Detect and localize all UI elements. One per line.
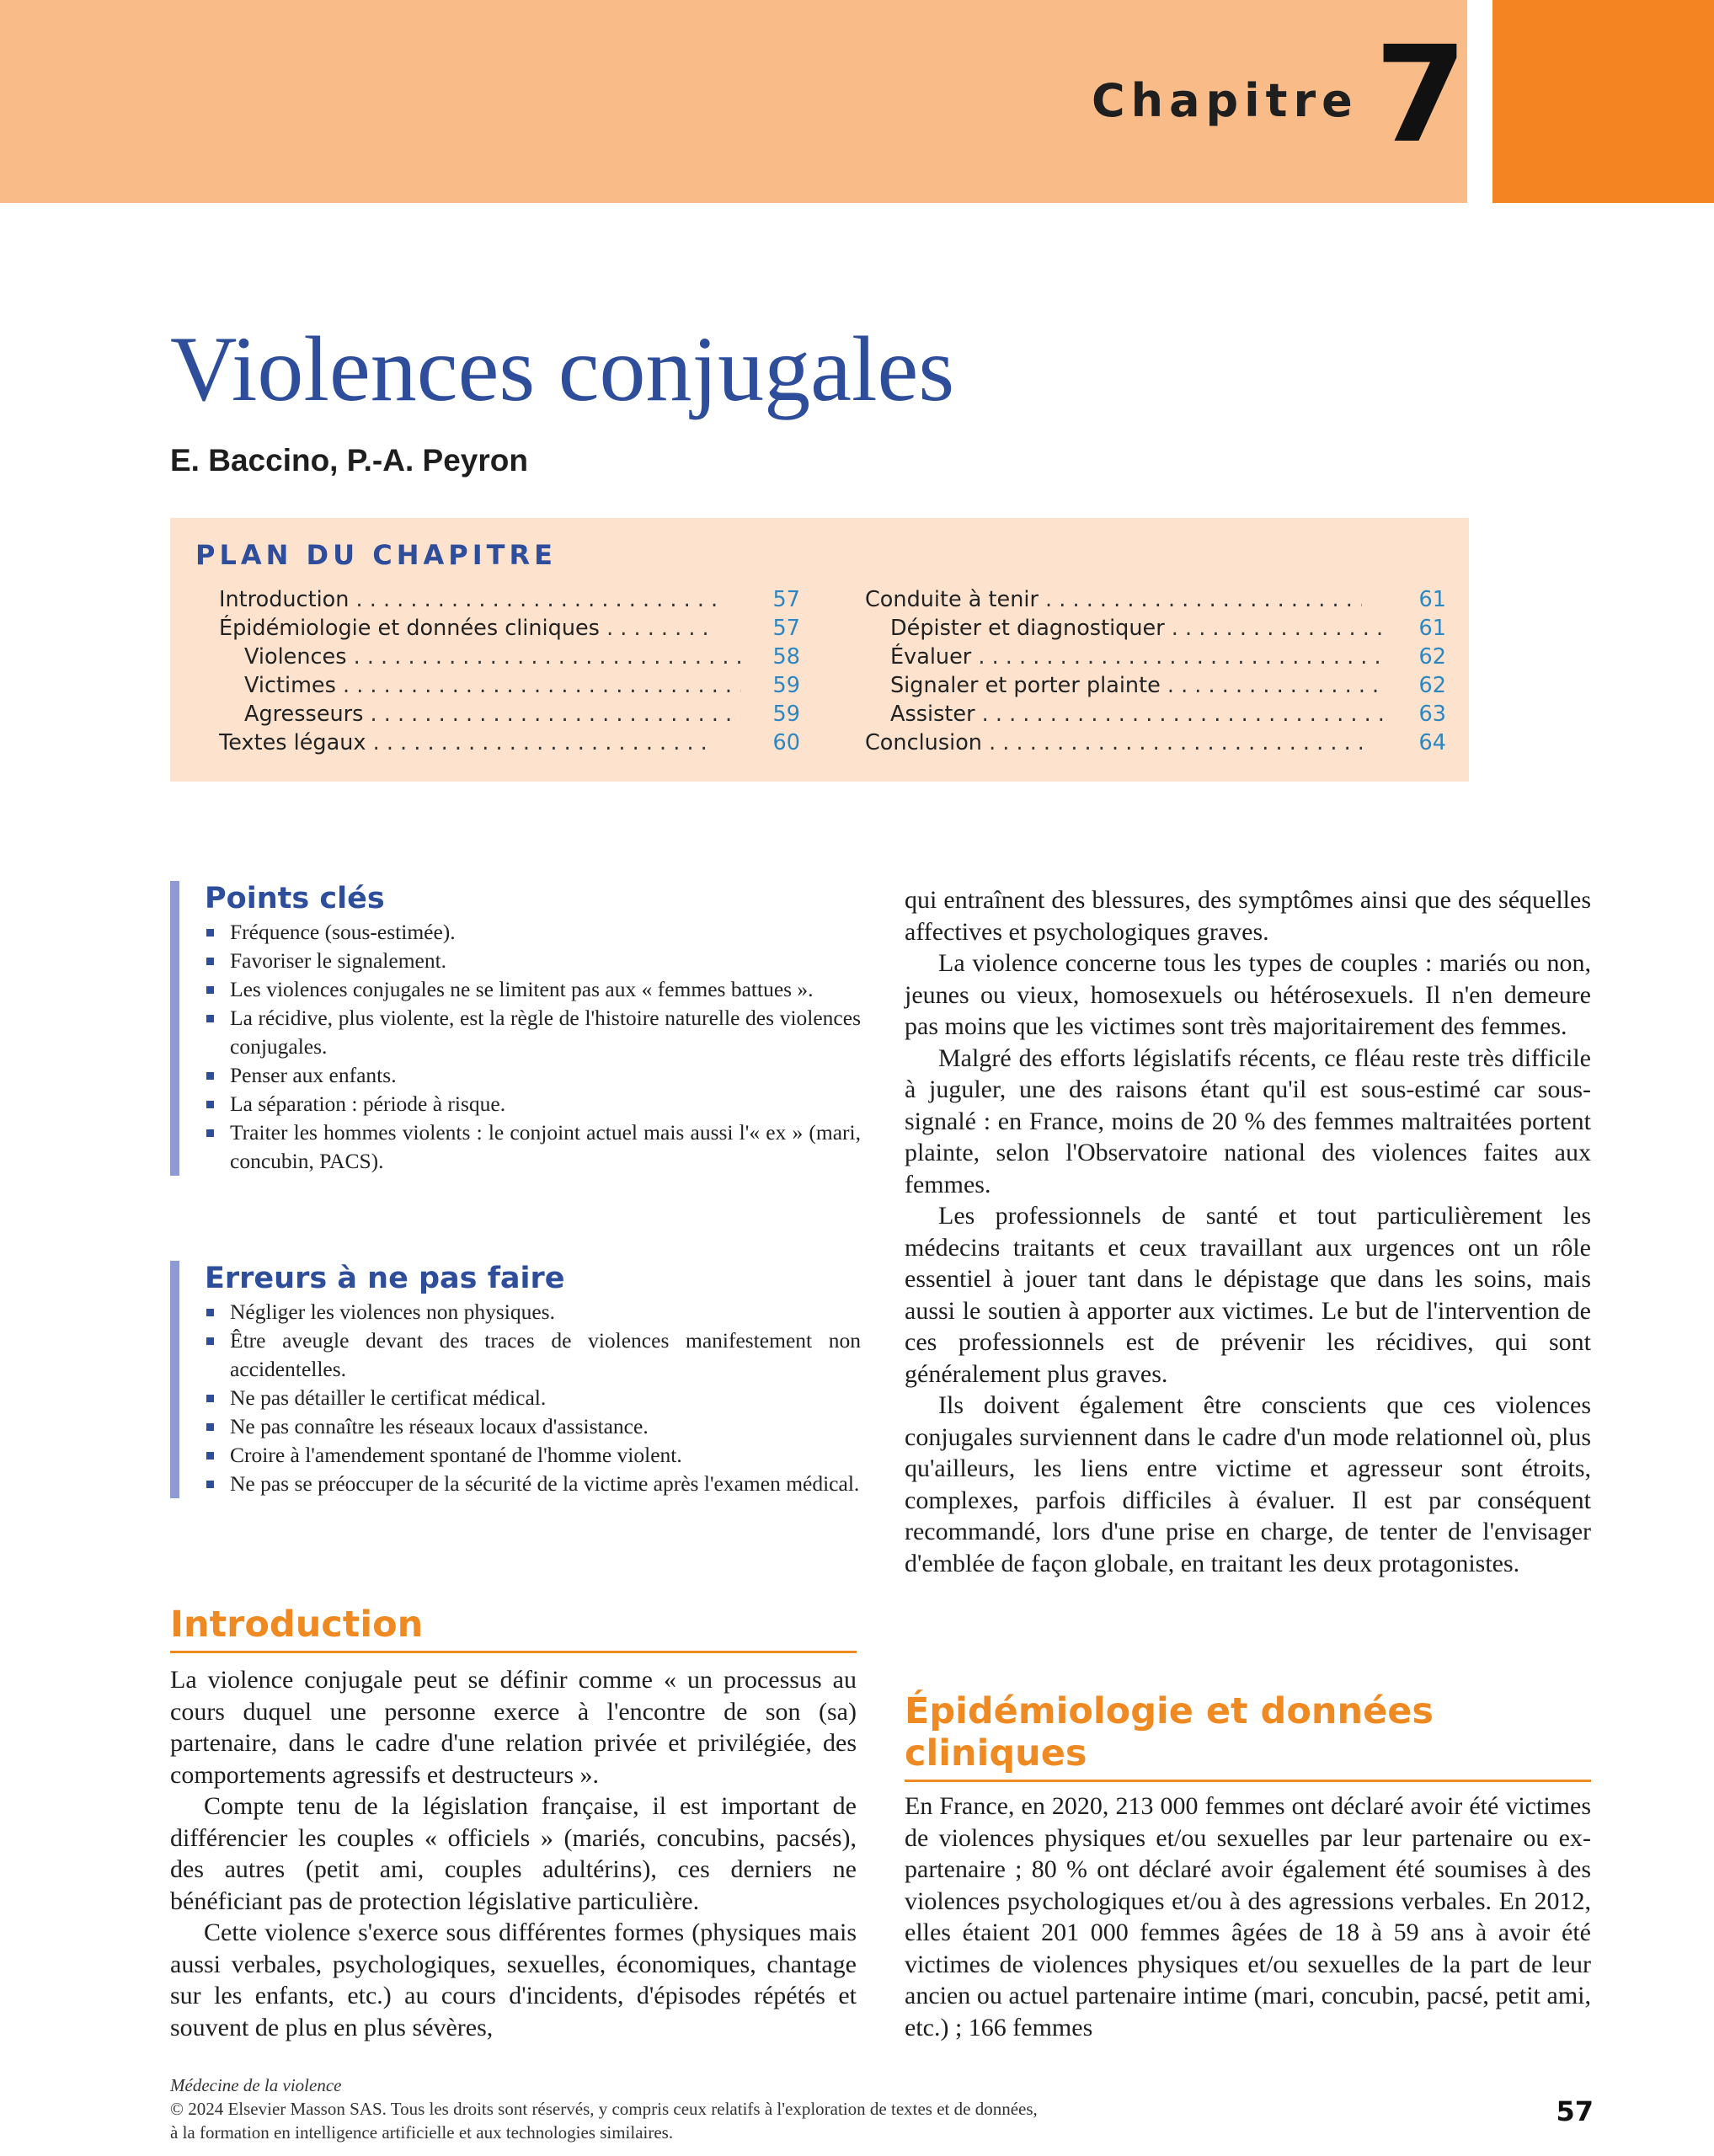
bullet-item: Ne pas connaître les réseaux locaux d'assistance. (205, 1412, 861, 1441)
right-column-text (905, 884, 1591, 1579)
plan-entry-page: 62 (1418, 673, 1446, 698)
chapter-label: Chapitre (1092, 74, 1359, 127)
plan-entry-label: Épidémiologie et données cliniques . . . (219, 614, 716, 643)
epidemiology-heading-line2: cliniques (905, 1732, 1087, 1774)
plan-entry (865, 728, 1446, 757)
epidemiology-paragraph: En France, en 2020, 213 000 femmes ont déclaré avoir été victimes de violences physiques et/ou sexuelles par leur partenaire ou ex-partenaire ; 80 % ont déclaré avoir également été soumises à des violences psychologiques et/ou à des agressions verbales. En 2012, elles étaient 201 000 femmes âgées de 18 à 59 ans à avoir été victimes de violences physiques et/ou sexuelles de la part de leur ancien ou actuel partenaire intime (mari, concubin, pacsé, petit ami, etc.) ; 166 femmes (905, 1792, 1591, 2041)
plan-entry-label: Agresseurs . . . (219, 700, 741, 728)
key-points-title: Points clés (205, 882, 385, 915)
chapter-header-tab (1492, 0, 1714, 203)
section-heading-introduction: Introduction (170, 1604, 857, 1653)
plan-entry-label: Dépister et diagnostiquer . . . (865, 614, 1387, 643)
footer-book-title: Médecine de la violence (170, 2075, 342, 2095)
plan-entry-label: Introduction . . . (219, 585, 716, 614)
paragraph: La violence concerne tous les types de couples : mariés ou non, jeunes ou vieux, homosexuels ou hétérosexuels. Il n'en demeure pas moins que les victimes sont très majoritairement des femmes. (905, 949, 1591, 1040)
plan-entry (865, 671, 1446, 700)
bullet-item: Les violences conjugales ne se limitent pas aux « femmes battues ». (205, 975, 861, 1004)
plan-entry (865, 643, 1446, 671)
plan-entry-page: 60 (772, 730, 800, 755)
plan-entry-page: 61 (1418, 587, 1446, 612)
bullet-item: Penser aux enfants. (205, 1061, 861, 1090)
epidemiology-heading-line1: Épidémiologie et données (905, 1690, 1434, 1732)
bullet-item: Croire à l'amendement spontané de l'homme violent. (205, 1441, 861, 1470)
plan-entry (865, 585, 1446, 614)
plan-entry (219, 671, 800, 700)
plan-entry-label: Violences . . . (219, 643, 741, 671)
paragraph: Ils doivent également être conscients que ces violences conjugales surviennent dans le cadre d'un mode relationnel où, plus qu'ailleurs, les liens entre victime et agresseur sont étroits, complexes, parfois difficiles à évaluer. Il est par conséquent recommandé, lors d'une prise en charge, de tenter de l'envisager d'emblée de façon globale, en traitant les deux protagonistes. (905, 1391, 1591, 1577)
paragraph: La violence conjugale peut se définir comme « un processus au cours duquel une personne exerce à l'encontre de son (sa) partenaire, dans le cadre d'une relation privée et privilégiée, des comportements agressifs et destructeurs ». (170, 1666, 857, 1789)
key-points-box (170, 881, 861, 1176)
errors-list (205, 1298, 861, 1498)
plan-entry-label: Conduite à tenir . . . (865, 585, 1362, 614)
chapter-title: Violences conjugales (170, 318, 955, 420)
key-points-list (205, 918, 861, 1176)
plan-entry-page: 63 (1418, 702, 1446, 727)
plan-entry-label: Conclusion . . . (865, 728, 1362, 757)
plan-entry-page: 57 (772, 587, 800, 612)
plan-entry (865, 700, 1446, 728)
errors-box (170, 1261, 861, 1498)
paragraph: Cette violence s'exerce sous différentes formes (physiques mais aussi verbales, psychologiques, sexuelles, économiques, chantage sur les enfants, etc.) au cours d'incidents, d'épisodes répétés et souvent de plus en plus sévères, (170, 1919, 857, 2041)
epidemiology-text (905, 1790, 1591, 2043)
footer-copyright-line2: à la formation en intelligence artificielle et aux technologies similaires. (170, 2122, 674, 2143)
plan-entry (219, 643, 800, 671)
plan-entry-label: Signaler et porter plainte . . . (865, 671, 1387, 700)
chapter-authors: E. Baccino, P.-A. Peyron (170, 443, 528, 478)
plan-entry-label: Victimes . . . (219, 671, 741, 700)
bullet-item: Ne pas se préoccuper de la sécurité de la victime après l'examen médical. (205, 1470, 861, 1498)
plan-entry-page: 59 (772, 702, 800, 727)
plan-entry-label: Textes légaux . . . (219, 728, 716, 757)
introduction-text (170, 1664, 857, 2043)
paragraph: qui entraînent des blessures, des symptômes ainsi que des séquelles affectives et psychologiques graves. (905, 886, 1591, 946)
bullet-item: Ne pas détailler le certificat médical. (205, 1384, 861, 1412)
plan-entry (219, 585, 800, 614)
errors-title: Erreurs à ne pas faire (205, 1262, 565, 1295)
plan-heading: PLAN DU CHAPITRE (195, 539, 557, 571)
plan-entry-page: 57 (772, 616, 800, 641)
chapter-number: 7 (1375, 18, 1467, 173)
plan-entry-label: Assister . . . (865, 700, 1387, 728)
paragraph: Compte tenu de la législation française, il est important de différencier les couples « officiels » (mariés, concubins, pacsés), des autres (petit ami, couples adultérins), ces derniers ne bénéficiant pas de protection législative particulière. (170, 1792, 857, 1915)
bullet-item: Traiter les hommes violents : le conjoint actuel mais aussi l'« ex » (mari, concubin, PACS). (205, 1118, 861, 1176)
plan-entry-page: 62 (1418, 644, 1446, 670)
plan-entry-page: 59 (772, 673, 800, 698)
plan-entry-page: 64 (1418, 730, 1446, 755)
page-number: 57 (1556, 2095, 1594, 2127)
bullet-item: Être aveugle devant des traces de violences manifestement non accidentelles. (205, 1326, 861, 1384)
plan-column-right (865, 585, 1446, 757)
bullet-item: Fréquence (sous-estimée). (205, 918, 861, 947)
page-footer (170, 2073, 1349, 2144)
bullet-item: Négliger les violences non physiques. (205, 1298, 861, 1326)
chapter-plan-box (170, 518, 1469, 782)
plan-entry-page: 61 (1418, 616, 1446, 641)
plan-column-left (219, 585, 800, 757)
plan-entry (219, 614, 800, 643)
plan-entry (865, 614, 1446, 643)
plan-entry (219, 700, 800, 728)
footer-copyright-line1: © 2024 Elsevier Masson SAS. Tous les droits sont réservés, y compris ceux relatifs à l'exploration de textes et de données, (170, 2099, 1038, 2119)
plan-entry-page: 58 (772, 644, 800, 670)
paragraph: Malgré des efforts législatifs récents, ce fléau reste très difficile à juguler, une des raisons étant qu'il est sous-estimé car sous-signalé : en France, moins de 20 % des femmes maltraitées portent plainte, selon l'Observatoire national des violences faites aux femmes. (905, 1043, 1591, 1198)
paragraph: Les professionnels de santé et tout particulièrement les médecins traitants et ceux travaillant aux urgences ont un rôle essentiel à jouer tant dans le dépistage que dans les soins, mais aussi le soutien à apporter aux victimes. Le but de l'intervention de ces professionnels est de prévenir les récidives, qui sont généralement plus graves. (905, 1202, 1591, 1388)
plan-entry (219, 728, 800, 757)
section-heading-epidemiology (905, 1690, 1591, 1782)
bullet-item: La séparation : période à risque. (205, 1090, 861, 1118)
plan-entry-label: Évaluer . . . (865, 643, 1387, 671)
bullet-item: Favoriser le signalement. (205, 947, 861, 975)
bullet-item: La récidive, plus violente, est la règle de l'histoire naturelle des violences conjugales. (205, 1004, 861, 1061)
